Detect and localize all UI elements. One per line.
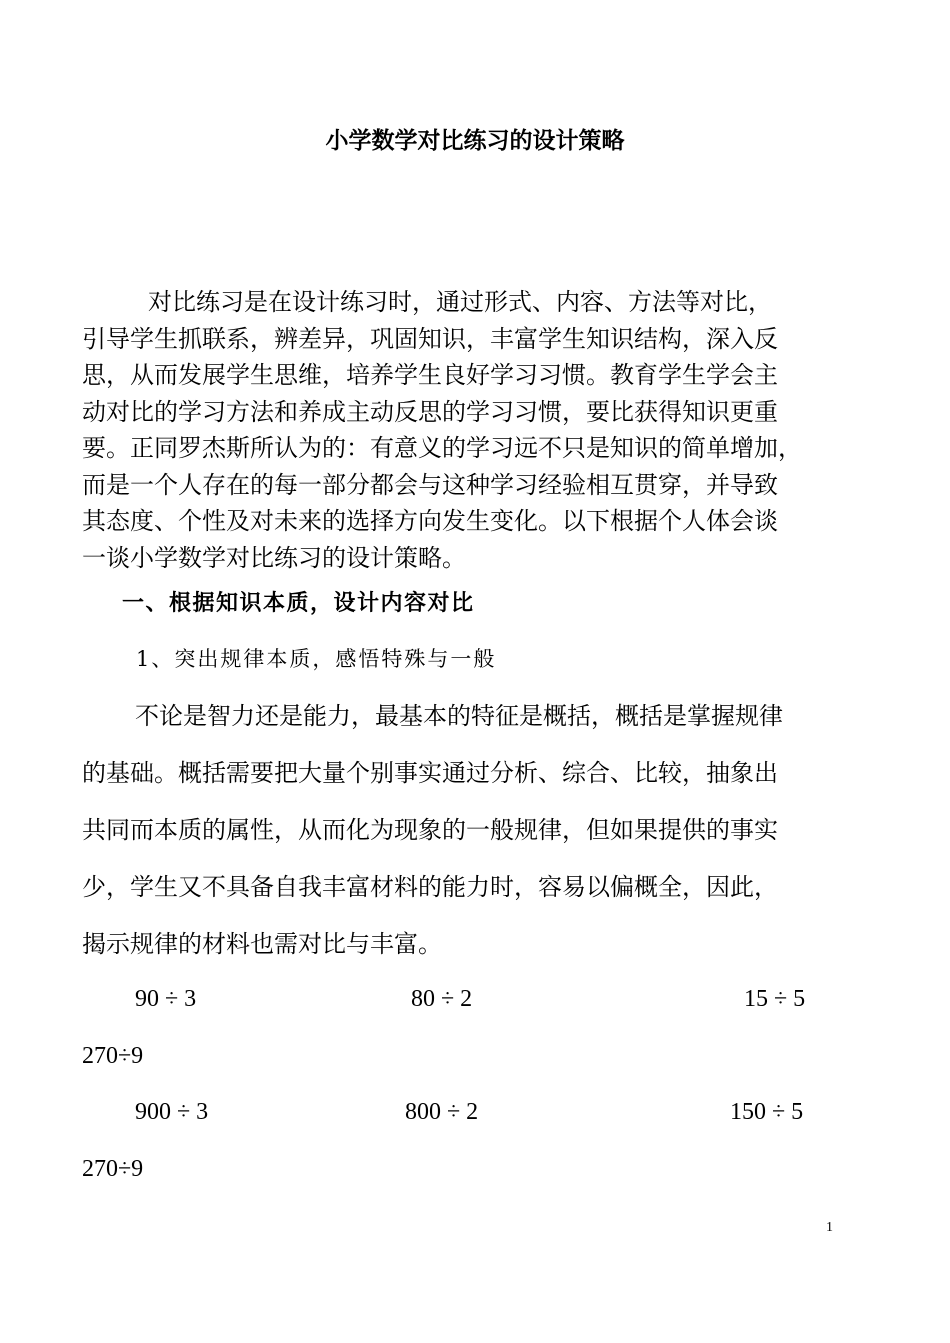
division-expression: 900 ÷ 3 [135, 1099, 209, 1125]
paragraph-line: 引导学生抓联系，辨差异，巩固知识，丰富学生知识结构，深入反 [82, 324, 778, 353]
paragraph-line: 揭示规律的材料也需对比与丰富。 [82, 930, 442, 958]
division-expression: 270÷9 [82, 1043, 144, 1069]
paragraph-line: 共同而本质的属性，从而化为现象的一般规律，但如果提供的事实 [82, 816, 778, 844]
intro-paragraph [82, 284, 827, 576]
division-expression: 90 ÷ 3 [135, 986, 197, 1012]
paragraph-line: 一谈小学数学对比练习的设计策略。 [82, 543, 466, 572]
page-number: 1 [826, 1220, 833, 1235]
division-expression: 15 ÷ 5 [744, 986, 806, 1012]
paragraph-line: 对比练习是在设计练习时，通过形式、内容、方法等对比， [148, 288, 772, 316]
division-expression: 150 ÷ 5 [730, 1099, 804, 1125]
paragraph-line: 不论是智力还是能力，最基本的特征是概括，概括是掌握规律 [135, 702, 783, 730]
paragraph-line: 思，从而发展学生思维，培养学生良好学习习惯。教育学生学会主 [82, 361, 778, 389]
body-paragraph [82, 698, 827, 983]
subsection-heading: 1、突出规律本质，感悟特殊与一般 [136, 647, 497, 671]
division-expression: 80 ÷ 2 [411, 986, 473, 1012]
paragraph-line: 要。正同罗杰斯所认为的：有意义的学习远不只是知识的简单增加， [82, 434, 802, 462]
paragraph-line: 的基础。概括需要把大量个别事实通过分析、综合、比较，抽象出 [82, 759, 778, 787]
paragraph-line: 动对比的学习方法和养成主动反思的学习习惯，要比获得知识更重 [82, 397, 778, 426]
paragraph-line: 而是一个人存在的每一部分都会与这种学习经验相互贯穿，并导致 [82, 470, 778, 499]
document-title: 小学数学对比练习的设计策略 [325, 127, 625, 154]
paragraph-line: 其态度、个性及对未来的选择方向发生变化。以下根据个人体会谈 [82, 507, 778, 535]
section-heading: 一、根据知识本质，设计内容对比 [122, 590, 475, 616]
division-expression: 800 ÷ 2 [405, 1099, 479, 1125]
paragraph-line: 少，学生又不具备自我丰富材料的能力时，容易以偏概全，因此， [82, 873, 778, 901]
division-expression: 270÷9 [82, 1156, 144, 1182]
